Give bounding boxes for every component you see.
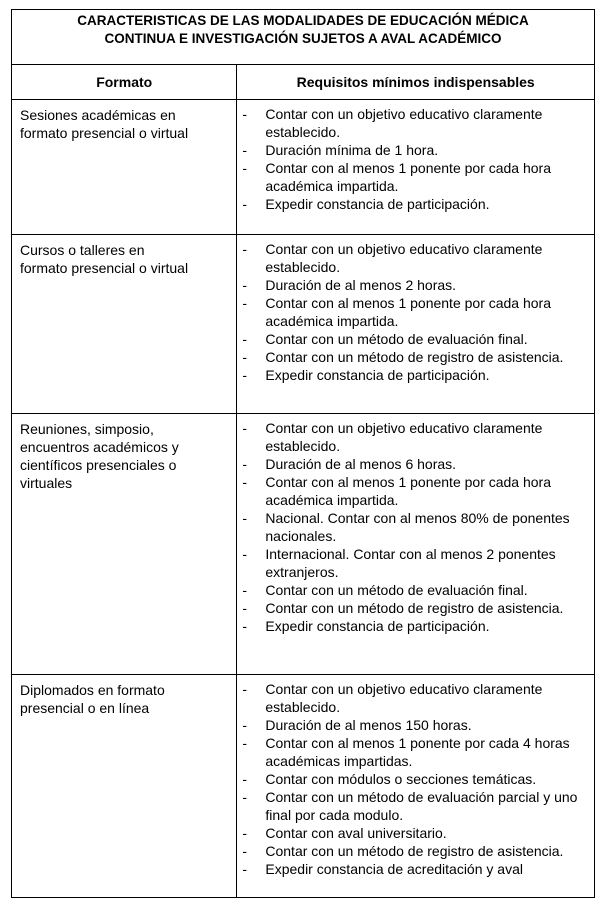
requirements-cell <box>237 100 595 235</box>
format-cell <box>12 675 237 898</box>
format-text: Reuniones, simposio, <box>20 421 154 437</box>
requirements-cell <box>237 414 595 675</box>
requirement-item: - Expedir constancia de acreditación y aval <box>242 861 523 877</box>
format-text: virtuales <box>20 475 73 491</box>
format-text: científicos presenciales o <box>20 457 177 473</box>
requirement-item: - Contar con un método de evaluación final. <box>242 582 528 598</box>
format-cell <box>12 414 237 675</box>
table-title <box>12 10 595 65</box>
requirement-item: - Contar con un método de evaluación parcial y uno final por cada modulo. <box>242 789 578 823</box>
header-format: Formato <box>12 65 237 100</box>
requirement-item: - Duración de al menos 150 horas. <box>242 717 472 733</box>
document-page <box>11 9 595 898</box>
requirements-cell <box>237 235 595 414</box>
table-row <box>12 235 595 414</box>
requirement-item: - Contar con aval universitario. <box>242 825 447 841</box>
format-cell <box>12 100 237 235</box>
requirement-item: - Contar con un objetivo educativo claramente establecido. <box>242 106 543 140</box>
requirement-item: - Duración de al menos 6 horas. <box>242 456 457 472</box>
format-text: Diplomados en formato <box>20 682 165 698</box>
requirement-item: - Expedir constancia de participación. <box>242 196 490 212</box>
format-cell <box>12 235 237 414</box>
format-text: Sesiones académicas en <box>20 107 176 123</box>
format-text: presencial o en línea <box>20 700 150 716</box>
requirement-item: - Nacional. Contar con al menos 80% de ponentes nacionales. <box>242 510 570 544</box>
requirements-cell <box>237 675 595 898</box>
table-row <box>12 414 595 675</box>
requirement-item: - Contar con al menos 1 ponente por cada hora académica impartida. <box>242 160 552 194</box>
requirement-item: - Contar con al menos 1 ponente por cada hora académica impartida. <box>242 474 552 508</box>
requirement-item: - Contar con un método de registro de asistencia. <box>242 349 564 365</box>
requirement-item: - Contar con al menos 1 ponente por cada 4 horas académicas impartidas. <box>242 735 570 769</box>
table-row <box>12 100 595 235</box>
table-title-line-2: CONTINUA E INVESTIGACIÓN SUJETOS A AVAL ACADÉMICO <box>104 30 502 46</box>
table-title-line-1: CARACTERISTICAS DE LAS MODALIDADES DE EDUCACIÓN MÉDICA <box>77 13 529 28</box>
requirement-item: - Contar con al menos 1 ponente por cada hora académica impartida. <box>242 295 552 329</box>
requirement-item: - Contar con un método de registro de asistencia. <box>242 600 564 616</box>
requirement-item: - Contar con un objetivo educativo claramente establecido. <box>242 241 543 275</box>
requirement-item: - Expedir constancia de participación. <box>242 618 490 634</box>
requirement-item: - Contar con módulos o secciones temáticas. <box>242 771 537 787</box>
requirement-item: - Contar con un método de evaluación final. <box>242 331 528 347</box>
requirement-item: - Internacional. Contar con al menos 2 ponentes extranjeros. <box>242 546 556 580</box>
table-row <box>12 675 595 898</box>
requirement-item: - Contar con un objetivo educativo claramente establecido. <box>242 420 543 454</box>
modalities-table <box>11 9 595 898</box>
requirement-item: - Duración mínima de 1 hora. <box>242 142 439 158</box>
format-text: formato presencial o virtual <box>20 125 189 141</box>
requirement-item: - Contar con un método de registro de asistencia. <box>242 843 564 859</box>
header-requirements: Requisitos mínimos indispensables <box>237 65 595 100</box>
requirement-item: - Expedir constancia de participación. <box>242 367 490 383</box>
requirement-item: - Contar con un objetivo educativo claramente establecido. <box>242 681 543 715</box>
format-text: Cursos o talleres en <box>20 242 145 258</box>
format-text: encuentros académicos y <box>20 439 179 455</box>
requirement-item: - Duración de al menos 2 horas. <box>242 277 457 293</box>
format-text: formato presencial o virtual <box>20 260 189 276</box>
